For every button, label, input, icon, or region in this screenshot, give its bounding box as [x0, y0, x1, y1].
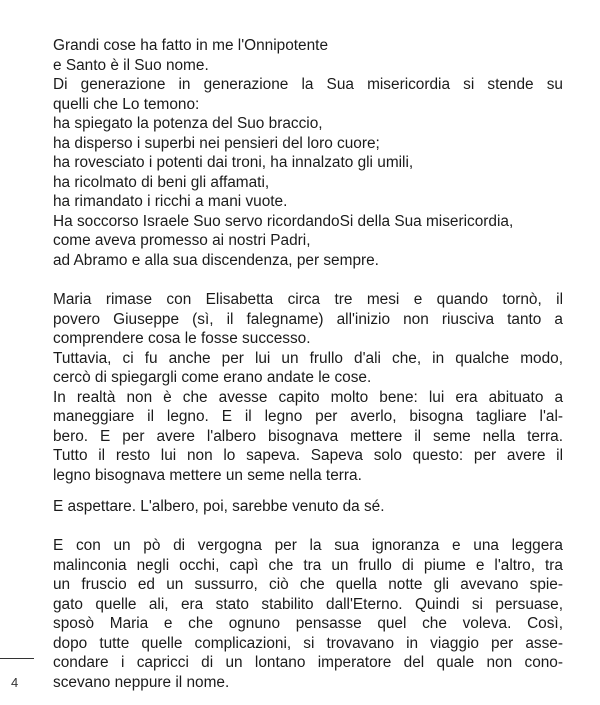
- paragraph-line: cercò di spiegargli come erano andate le cose.: [53, 369, 372, 386]
- paragraph-line: malinconia negli occhi, capì che tra un frullo di piume e l'altro, tra: [53, 556, 563, 574]
- verse-line: ha rimandato i ricchi a mani vuote.: [53, 193, 288, 210]
- paragraph-line: Maria rimase con Elisabetta circa tre mesi e quando tornò, il: [53, 291, 563, 308]
- paragraph-line: Tutto il resto lui non lo sapeva. Sapeva solo questo: per avere il: [53, 447, 563, 464]
- verse-line: ad Abramo e alla sua discendenza, per sempre.: [53, 251, 379, 269]
- paragraph-line: un fruscio ed un sussurro, ciò che quella notte gli avevano spie-: [53, 576, 563, 593]
- verse-line: Di generazione in generazione la Sua misericordia si stende su: [53, 76, 563, 93]
- paragraph-line: In realtà non è che avesse capito molto bene: lui era abituato a: [53, 388, 563, 406]
- page-number: 4: [11, 675, 19, 690]
- paragraph-line: povero Giuseppe (sì, il falegname) all'inizio non riusciva tanto a: [53, 310, 563, 328]
- paragraph-line: scevano neppure il nome.: [53, 673, 230, 691]
- magnificat-verse: [53, 36, 563, 270]
- narrative-paragraph-2: [53, 497, 563, 517]
- paragraph-line: E aspettare. L'albero, poi, sarebbe venuto da sé.: [53, 498, 385, 515]
- verse-line: quelli che Lo temono:: [53, 95, 200, 113]
- paragraph-line: E con un pò di vergogna per la sua ignoranza e una leggera: [53, 537, 563, 554]
- page-number-rule: [0, 658, 34, 659]
- verse-line: Grandi cose ha fatto in me l'Onnipotente: [53, 37, 329, 54]
- paragraph-line: Tuttavia, ci fu anche per lui un frullo d'ali che, in qualche modo,: [53, 349, 563, 367]
- paragraph-line: maneggiare il legno. E il legno per averlo, bisogna tagliare l'al-: [53, 408, 563, 425]
- verse-line: ha ricolmato di beni gli affamati,: [53, 173, 270, 191]
- verse-line: come aveva promesso ai nostri Padri,: [53, 232, 311, 249]
- verse-line: Ha soccorso Israele Suo servo ricordandoSi della Sua misericordia,: [53, 212, 514, 230]
- verse-line: e Santo è il Suo nome.: [53, 56, 209, 74]
- paragraph-line: legno bisognava mettere un seme nella terra.: [53, 466, 362, 484]
- paragraph-line: sposò Maria e che ognuno pensasse quel che voleva. Così,: [53, 615, 563, 632]
- verse-line: ha spiegato la potenza del Suo braccio,: [53, 115, 323, 132]
- verse-line: ha disperso i superbi nei pensieri del loro cuore;: [53, 134, 380, 152]
- paragraph-line: bero. E per avere l'albero bisognava mettere il seme nella terra.: [53, 427, 563, 445]
- paragraph-line: condare i capricci di un lontano imperatore del quale non cono-: [53, 654, 563, 671]
- narrative-paragraph-3: [53, 536, 563, 692]
- verse-line: ha rovesciato i potenti dai troni, ha innalzato gli umili,: [53, 154, 414, 171]
- narrative-paragraph-1: [53, 290, 563, 485]
- paragraph-line: comprendere cosa le fosse successo.: [53, 330, 311, 347]
- paragraph-line: dopo tutte quelle complicazioni, si trovavano in viaggio per asse-: [53, 634, 563, 652]
- paragraph-line: gato quelle ali, era stato stabilito dall'Eterno. Quindi si persuase,: [53, 595, 563, 613]
